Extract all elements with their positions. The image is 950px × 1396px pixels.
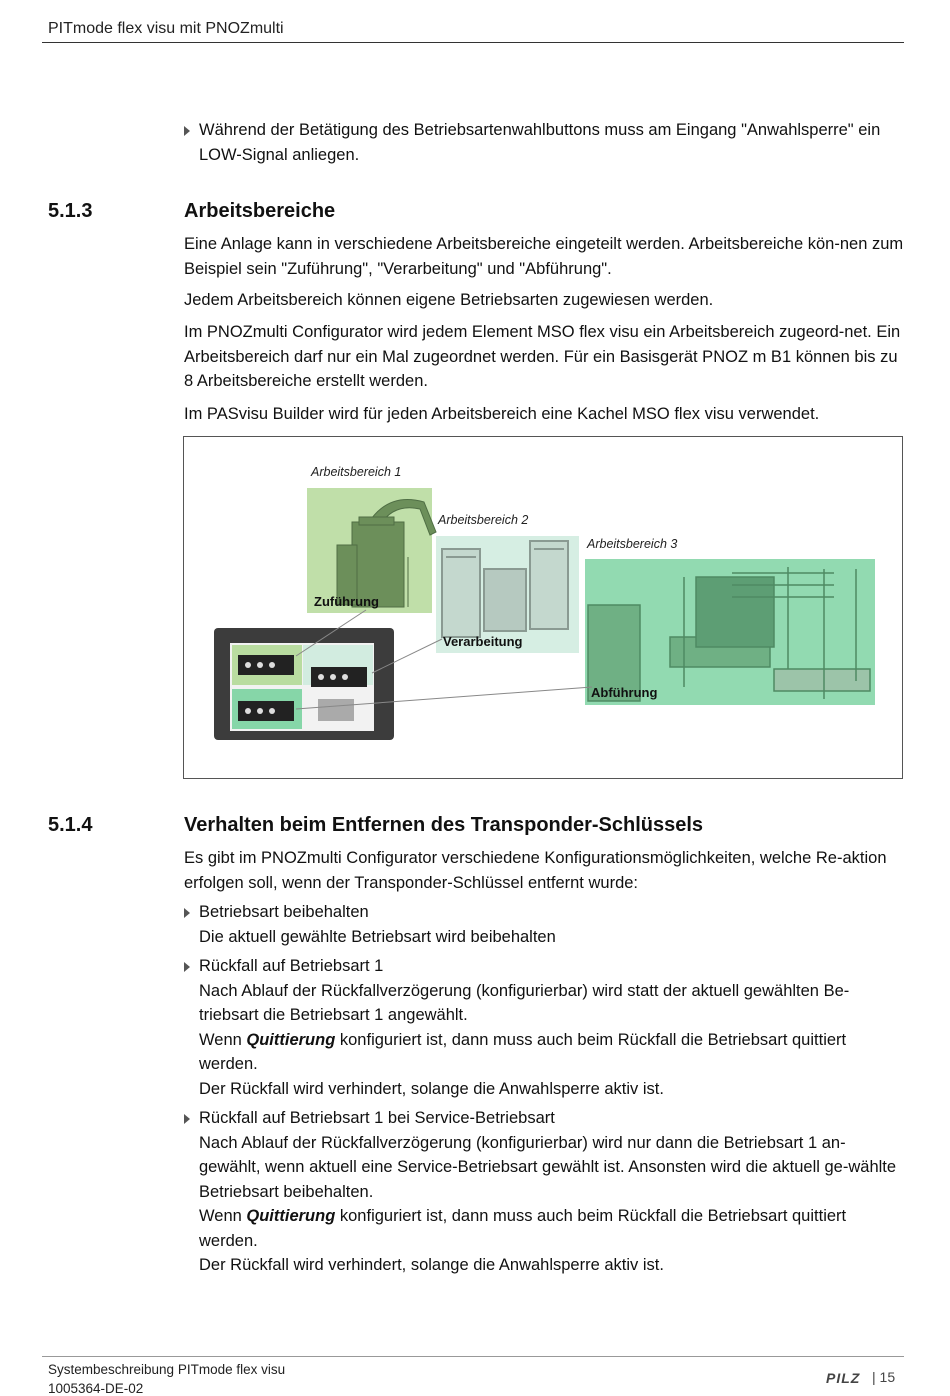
section-number-514: 5.1.4 [48, 814, 93, 836]
paragraph: Jedem Arbeitsbereich können eigene Betriebsarten zugewiesen werden. [184, 291, 714, 309]
option-text: Nach Ablauf der Rückfallverzögerung (konfigurierbar) wird nur dann die Betriebsart 1 an-gewählt, wenn aktuell eine Service-Betriebsart gewählt ist. Ansonsten wird die aktuell ge-wählte Betriebsart beibehalten. [199, 1133, 897, 1201]
paragraph: Es gibt im PNOZmulti Configurator verschiedene Konfigurationsmöglichkeiten, welche Re-aktion erfolgen soll, wenn der Transponder-Schlüssel entfernt wurde: [184, 849, 887, 892]
section-title-513: Arbeitsbereiche [184, 200, 336, 222]
intro-bullet [184, 118, 904, 167]
option-text: Nach Ablauf der Rückfallverzögerung (konfigurierbar) wird statt der aktuell gewählten Be-triebsart die Betriebsart 1 angewählt. [199, 981, 850, 1024]
option-item-3 [184, 1106, 904, 1278]
emphasis-quittierung: Quittierung [246, 1030, 336, 1049]
zone-label-3: Abführung [591, 685, 658, 700]
text-fragment: Wenn [199, 1030, 247, 1049]
page-number: | 15 [872, 1369, 896, 1385]
paragraph: Im PNOZmulti Configurator wird jedem Element MSO flex visu ein Arbeitsbereich zugeord-net. Ein Arbeitsbereich darf nur ein Mal zugeordnet werden. Für ein Basisgerät PNOZ m B1 können bis zu 8 Arbeitsbereiche erstellt werden. [184, 323, 901, 390]
text-fragment: konfiguriert ist, dann muss auch beim Rückfall die Betriebsart quittiert werden. [199, 1207, 847, 1250]
option-title: Rückfall auf Betriebsart 1 [199, 957, 384, 975]
area-label-2: Arbeitsbereich 2 [438, 513, 529, 527]
text-fragment: konfiguriert ist, dann muss auch beim Rückfall die Betriebsart quittiert werden. [199, 1030, 847, 1073]
option-text: Der Rückfall wird verhindert, solange die Anwahlsperre aktiv ist. [199, 1079, 664, 1098]
option-title: Rückfall auf Betriebsart 1 bei Service-Betriebsart [199, 1109, 555, 1127]
work-areas-figure [183, 436, 903, 779]
text-fragment: Wenn [199, 1207, 247, 1225]
option-text: Die aktuell gewählte Betriebsart wird beibehalten [199, 927, 556, 946]
area-label-3: Arbeitsbereich 3 [587, 537, 678, 551]
footer-rule [42, 1356, 904, 1357]
section-number-513: 5.1.3 [48, 200, 93, 222]
area-label-1: Arbeitsbereich 1 [311, 465, 402, 479]
footer-doc-title: Systembeschreibung PITmode flex visu [48, 1362, 286, 1377]
section-title-514: Verhalten beim Entfernen des Transponder-Schlüssels [184, 814, 704, 836]
emphasis-quittierung: Quittierung [246, 1207, 336, 1225]
option-quittierung-text [199, 1204, 904, 1253]
pilz-logo: PILZ [826, 1370, 861, 1386]
bullet-triangle-icon [184, 126, 190, 136]
paragraph: Im PASvisu Builder wird für jeden Arbeitsbereich eine Kachel MSO flex visu verwendet. [184, 405, 820, 423]
option-item-2 [184, 954, 904, 1101]
option-title: Betriebsart beibehalten [199, 903, 369, 921]
zone-label-2: Verarbeitung [443, 634, 523, 649]
plant-illustration [184, 437, 902, 778]
footer-doc-number: 1005364-DE-02 [48, 1381, 144, 1396]
zone-label-1: Zuführung [314, 594, 379, 609]
bullet-triangle-icon [184, 962, 190, 972]
header-title: PITmode flex visu mit PNOZmulti [48, 20, 284, 37]
bullet-triangle-icon [184, 908, 190, 918]
option-text: Der Rückfall wird verhindert, solange die Anwahlsperre aktiv ist. [199, 1256, 664, 1274]
intro-bullet-text: Während der Betätigung des Betriebsartenwahlbuttons muss am Eingang "Anwahlsperre" ein LOW-Signal anliegen. [199, 121, 881, 164]
header-rule [42, 42, 904, 43]
option-item-1 [184, 900, 904, 949]
option-quittierung-text [199, 1028, 904, 1077]
paragraph: Eine Anlage kann in verschiedene Arbeitsbereiche eingeteilt werden. Arbeitsbereiche kön-nen zum Beispiel sein "Zuführung", "Verarbeitung" und "Abführung". [184, 235, 904, 278]
bullet-triangle-icon [184, 1114, 190, 1124]
